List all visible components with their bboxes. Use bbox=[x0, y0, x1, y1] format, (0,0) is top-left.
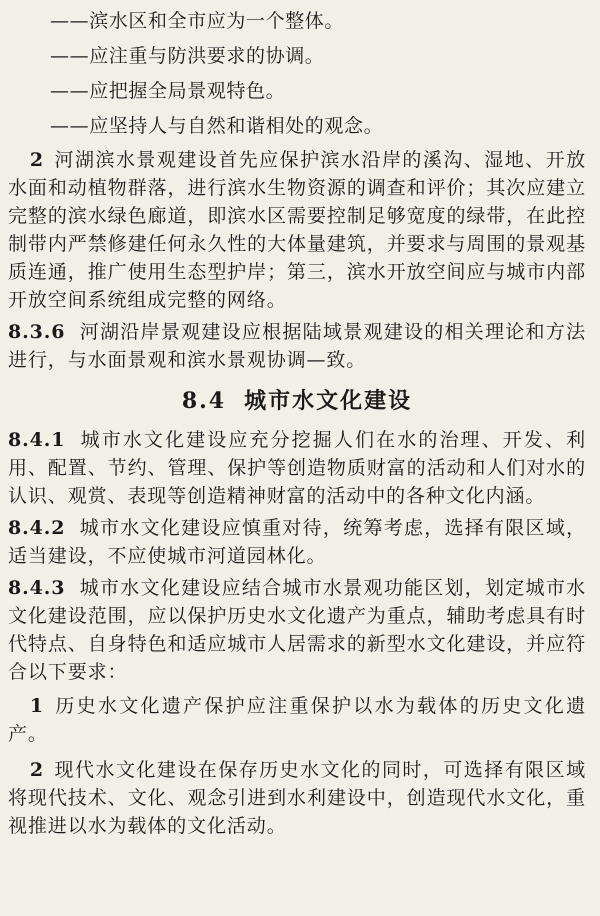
dash-item: ——应把握全局景观特色。 bbox=[50, 80, 286, 102]
clause-8-4-2 bbox=[8, 514, 586, 570]
clause-text: 城市水文化建设应充分挖掘人们在水的治理、开发、利用、配置、节约、管理、保护等创造物质财富的活动和人们对水的认识、观赏、表现等创造精神财富的活动中的各种文化内涵。 bbox=[8, 429, 586, 507]
sub-item-number: 2 bbox=[29, 759, 44, 781]
clause-text: 城市水文化建设应结合城市水景观功能区划，划定城市水文化建设范围，应以保护历史水文化遗产为重点，辅助考虑具有时代特点、自身特色和适应城市人居需求的新型水文化建设，并应符合以下要求： bbox=[8, 577, 586, 683]
clause-number: 8.4.1 bbox=[8, 429, 66, 451]
clause-number: 8.4.2 bbox=[8, 517, 66, 539]
clause-text: 城市水文化建设应慎重对待，统筹考虑，选择有限区域，适当建设，不应使城市河道园林化。 bbox=[8, 517, 586, 567]
dash-list bbox=[8, 4, 586, 144]
section-title: 城市水文化建设 bbox=[244, 388, 413, 414]
clause-8-4-3 bbox=[8, 574, 586, 686]
clause-number: 8.4.3 bbox=[8, 577, 66, 599]
section-number: 8.4 bbox=[181, 388, 227, 414]
sub-item bbox=[8, 692, 586, 748]
clause-8-4-1 bbox=[8, 426, 586, 510]
sub-item-number: 1 bbox=[29, 695, 44, 717]
clause-8-3-6 bbox=[8, 318, 586, 374]
section-heading bbox=[8, 384, 586, 418]
sub-item-text: 现代水文化建设在保存历史水文化的同时，可选择有限区域将现代技术、文化、观念引进到水利建设中，创造现代水文化，重视推进以水为载体的文化活动。 bbox=[8, 759, 586, 837]
sub-item-text: 历史水文化遗产保护应注重保护以水为载体的历史文化遗产。 bbox=[8, 695, 586, 745]
item-text: 河湖滨水景观建设首先应保护滨水沿岸的溪沟、湿地、开放水面和动植物群落，进行滨水生物资源的调查和评价；其次应建立完整的滨水绿色廊道，即滨水区需要控制足够宽度的绿带，在此控制带内严禁修建任何永久性的大体量建筑，并要求与周围的景观基质连通，推广使用生态型护岸；第三，滨水开放空间应与城市内部开放空间系统组成完整的网络。 bbox=[8, 149, 586, 311]
item-number: 2 bbox=[29, 149, 44, 171]
item-2-paragraph bbox=[8, 146, 586, 314]
clause-number: 8.3.6 bbox=[8, 321, 66, 343]
dash-item: ——应坚持人与自然和谐相处的观念。 bbox=[50, 115, 384, 137]
dash-item: ——应注重与防洪要求的协调。 bbox=[50, 45, 325, 67]
dash-item: ——滨水区和全市应为一个整体。 bbox=[50, 10, 345, 32]
clause-text: 河湖沿岸景观建设应根据陆域景观建设的相关理论和方法进行，与水面景观和滨水景观协调—致。 bbox=[8, 321, 586, 371]
sub-item bbox=[8, 756, 586, 840]
